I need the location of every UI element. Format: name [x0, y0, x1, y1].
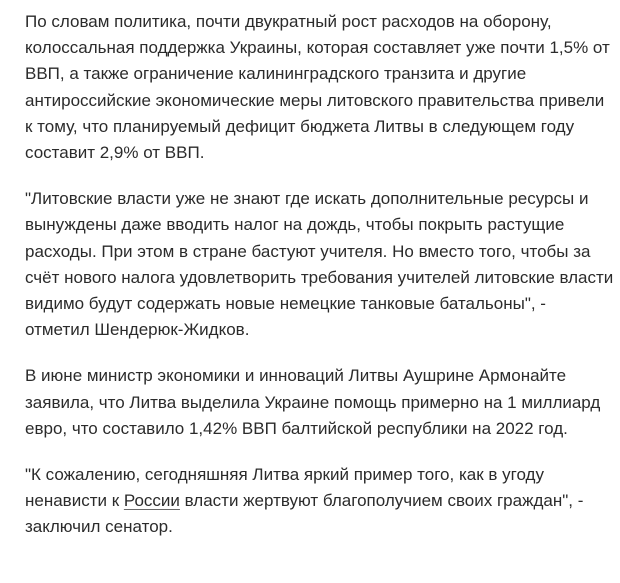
conclusion-text-before-link: "К сожалению, сегодняшняя Литва яркий пример того, как в угоду ненависти к [25, 465, 544, 511]
paragraph-quote-rain-tax: "Литовские власти уже не знают где искать дополнительные ресурсы и вынуждены даже вводить налог на дождь, чтобы покрыть растущие расходы. При этом в стране бастуют учителя. Но вместо того, чтобы за счёт нового налога удовлетворить требования учителей литовские власти видимо будут содержать новые немецкие танковые батальоны", - отметил Шендерюк-Жидков. [25, 189, 614, 340]
conclusion-text-after-link: власти жертвуют благополучием своих граждан", - заключил сенатор. [25, 491, 584, 537]
paragraph-senator-conclusion [25, 462, 615, 541]
paragraph-ukraine-aid: В июне министр экономики и инноваций Литвы Аушрине Армонайте заявила, что Литва выделила Украине помощь примерно на 1 миллиард евро, что составило 1,42% ВВП балтийской республики на 2022 год. [25, 366, 601, 438]
paragraph-budget-deficit: По словам политика, почти двукратный рост расходов на оборону, колоссальная поддержка Украины, которая составляет уже почти 1,5% от ВВП, а также ограничение калининградского транзита и другие антироссийские экономические меры литовского правительства привели к тому, что планируемый дефицит бюджета Литвы в следующем году составит 2,9% от ВВП. [25, 12, 610, 163]
article-body [25, 9, 615, 541]
russia-link[interactable]: России [123, 491, 180, 511]
